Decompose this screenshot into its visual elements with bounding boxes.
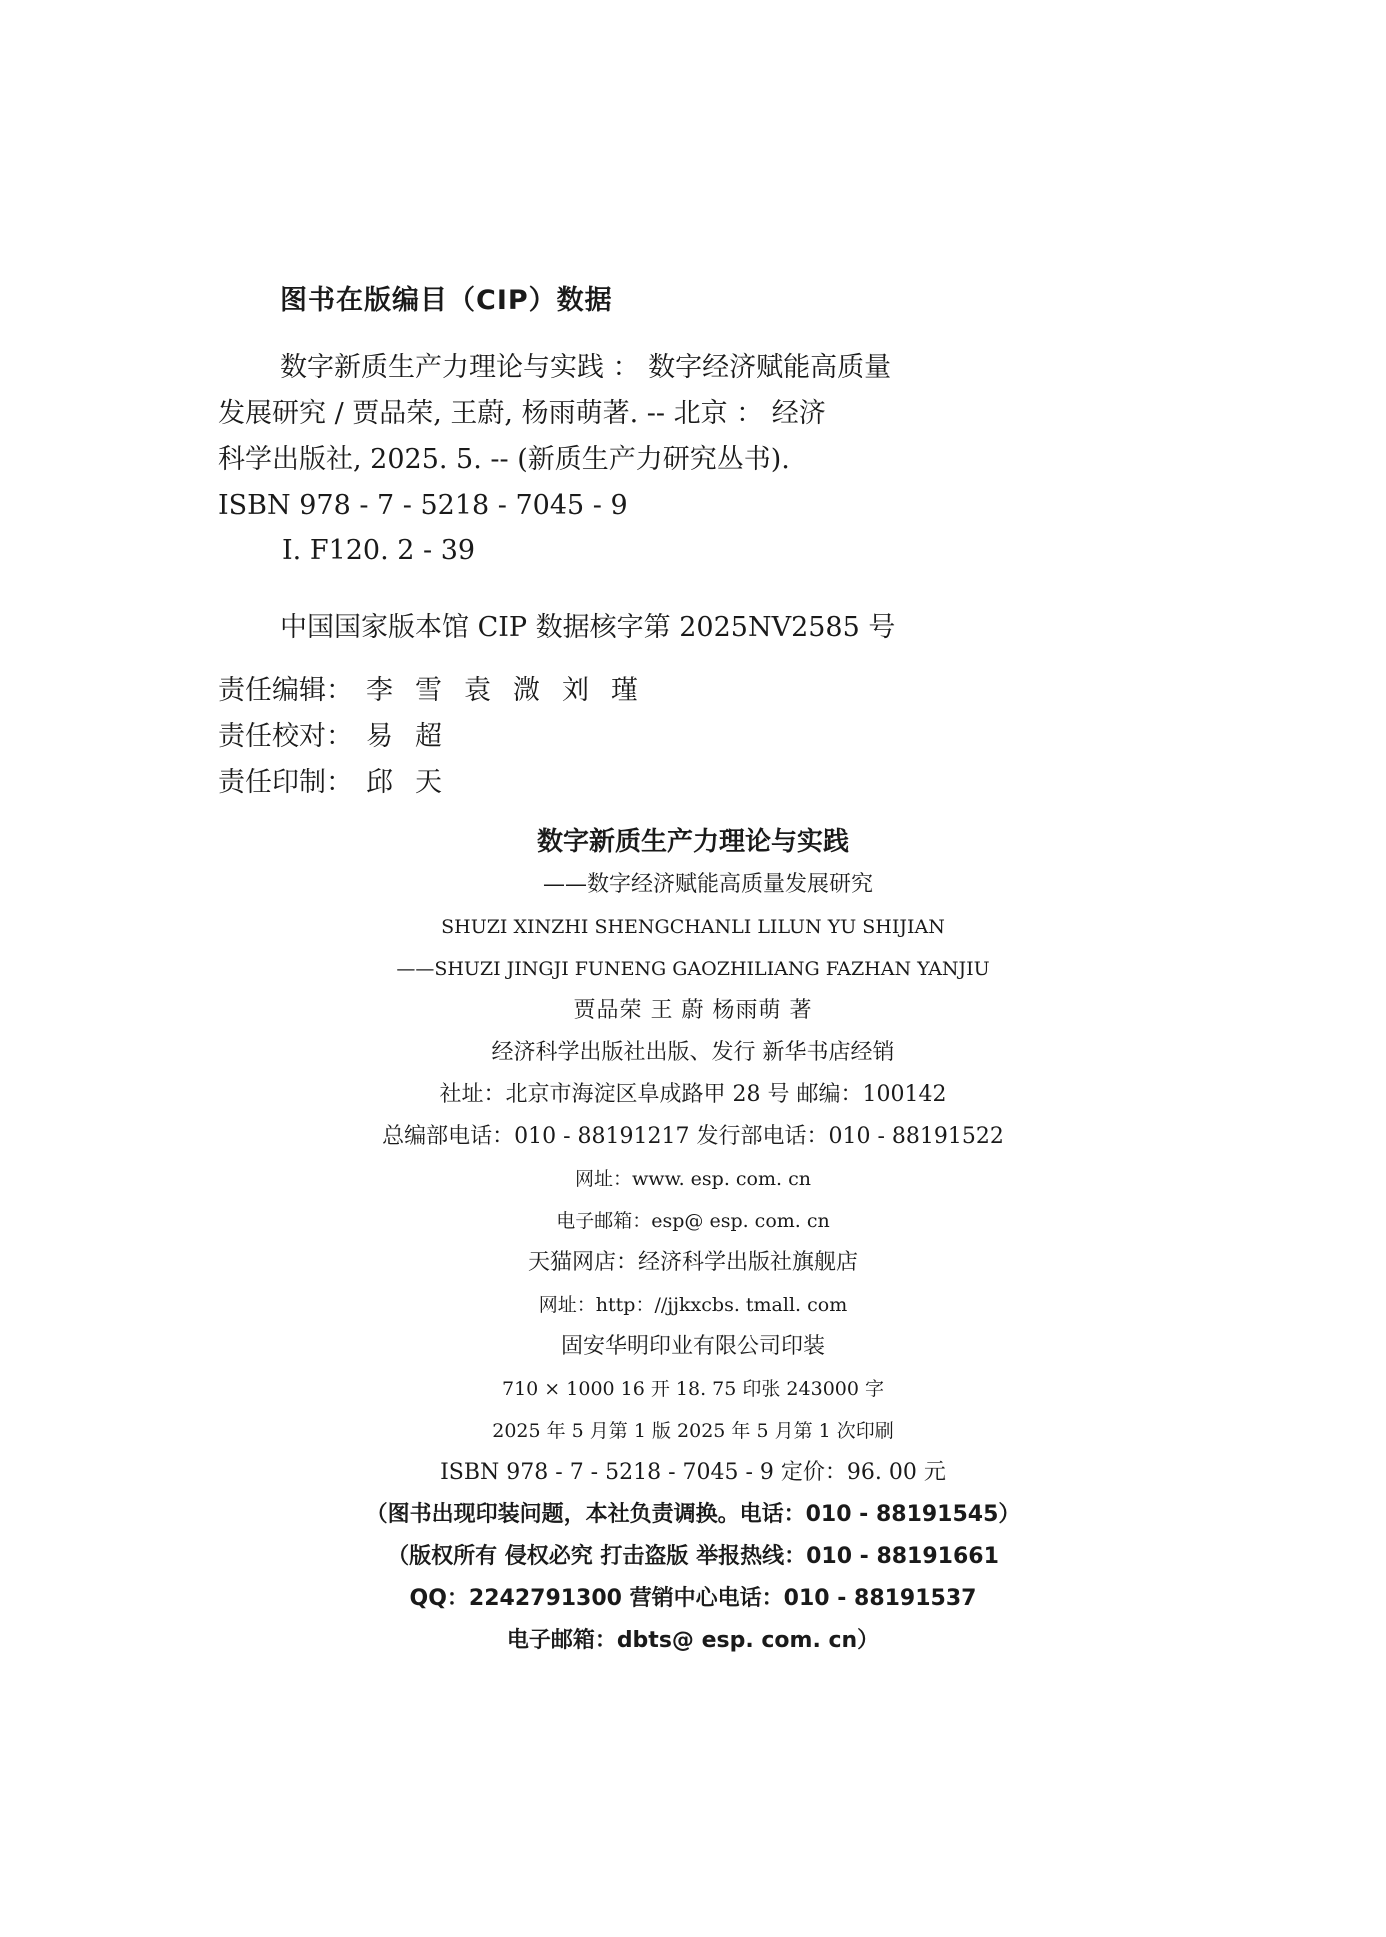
colophon [0,820,1386,1662]
cip-classification: Ⅰ. F120. 2 - 39 [282,535,476,566]
book-specs: 710 × 1000 16 开 18. 75 印张 243000 字 [502,1378,884,1400]
cip-line: 数字新质生产力理论与实践 ： 数字经济赋能高质量 [280,352,892,383]
notice-line: 电子邮箱：dbts@ esp. com. cn） [506,1628,880,1653]
staff-label: 责任印制： [218,767,353,798]
notice-line: QQ：2242791300 营销中心电话：010 - 88191537 [409,1586,977,1611]
staff-row-proofreader [218,714,660,760]
edition-info: 2025 年 5 月第 1 版 2025 年 5 月第 1 次印刷 [492,1420,894,1442]
book-subtitle: ——数字经济赋能高质量发展研究 [542,872,873,897]
publisher-website: 网址：www. esp. com. cn [575,1168,811,1190]
book-title-pinyin: SHUZI XINZHI SHENGCHANLI LILUN YU SHIJIAN [441,916,945,938]
book-authors: 贾品荣 王 蔚 杨雨萌 著 [573,998,813,1023]
publisher-line: 经济科学出版社出版、发行 新华书店经销 [491,1040,895,1065]
staff-label: 责任编辑： [218,675,353,706]
cip-entry [218,345,978,529]
notice-line: （版权所有 侵权必究 打击盗版 举报热线：010 - 88191661 [387,1544,999,1569]
publisher-address: 社址：北京市海淀区阜成路甲 28 号 邮编：100142 [439,1082,947,1107]
staff-credits [218,668,660,806]
staff-row-printing [218,760,660,806]
staff-label: 责任校对： [218,721,353,752]
book-title: 数字新质生产力理论与实践 [536,827,849,857]
tmall-store: 天猫网店：经济科学出版社旗舰店 [527,1250,858,1275]
publisher-email: 电子邮箱：esp@ esp. com. cn [556,1210,830,1232]
publisher-phones: 总编部电话：010 - 88191217 发行部电话：010 - 88191522 [382,1124,1004,1149]
notice-line: （图书出现印装问题，本社负责调换。电话：010 - 88191545） [365,1502,1021,1527]
isbn-price: ISBN 978 - 7 - 5218 - 7045 - 9 定价：96. 00 元 [440,1460,946,1485]
staff-row-editor [218,668,660,714]
staff-names: 易超 [366,721,464,752]
cip-heading: 图书在版编目（CIP）数据 [280,285,613,316]
cip-line: 发展研究 / 贾品荣, 王蔚, 杨雨萌著. -- 北京 ： 经济 [218,398,826,429]
cip-line: 科学出版社, 2025. 5. -- (新质生产力研究丛书). [218,444,790,475]
cip-isbn: ISBN 978 - 7 - 5218 - 7045 - 9 [218,490,628,521]
staff-names: 邱天 [366,767,464,798]
printer: 固安华明印业有限公司印装 [560,1334,825,1359]
tmall-url: 网址：http：//jjkxcbs. tmall. com [538,1294,848,1316]
staff-names: 李雪袁溦刘瑾 [366,675,660,706]
book-subtitle-pinyin: ——SHUZI JINGJI FUNENG GAOZHILIANG FAZHAN YANJIU [396,958,990,980]
cip-record-number: 中国国家版本馆 CIP 数据核字第 2025NV2585 号 [280,612,896,643]
